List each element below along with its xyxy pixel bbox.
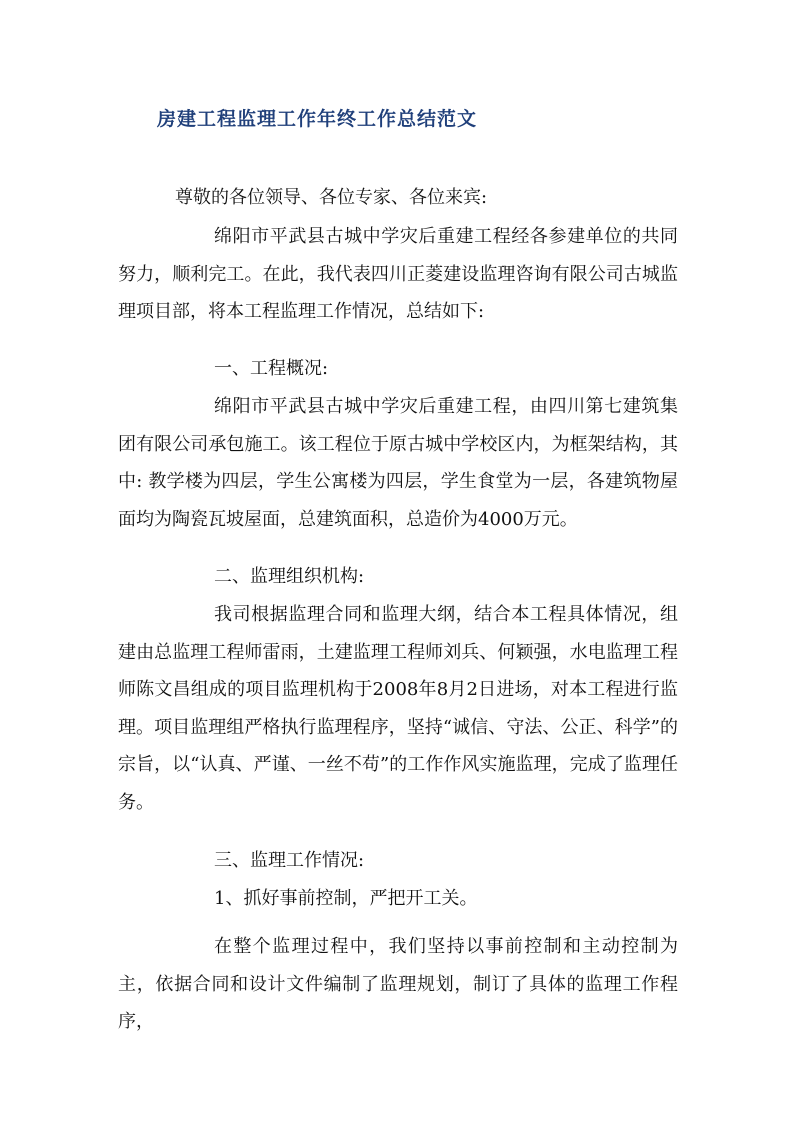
subsection-heading-control: 1、抓好事前控制，严把开工关。 <box>214 888 478 909</box>
section-heading-work: 三、监理工作情况: <box>214 850 365 871</box>
organization-paragraph: 我司根据监理合同和监理大纲，结合本工程具体情况，组建由总监理工程师雷雨，土建监理工程师刘兵、何颖强，水电监理工程师陈文昌组成的项目监理机构于2008年8月2日进场，对本工程进行监理。项目监理组严格执行监理程序，坚持“诚信、守法、公正、科学”的宗旨，以“认真、严谨、一丝不苟”的工作作风实施监理，完成了监理任务。 <box>118 604 678 813</box>
overview-paragraph: 绵阳市平武县古城中学灾后重建工程，由四川第七建筑集团有限公司承包施工。该工程位于原古城中学校区内，为框架结构，其中: 教学楼为四层，学生公寓楼为四层，学生食堂为一层，各建筑物屋面均为陶瓷瓦坡屋面，总建筑面积，总造价为4000万元。 <box>118 396 678 530</box>
document-title: 房建工程监理工作年终工作总结范文 <box>157 108 478 130</box>
greeting-line: 尊敬的各位领导、各位专家、各位来宾: <box>175 187 488 208</box>
control-paragraph: 在整个监理过程中，我们坚持以事前控制和主动控制为主，依据合同和设计文件编制了监理规划，制订了具体的监理工作程序， <box>118 936 678 1033</box>
intro-paragraph: 绵阳市平武县古城中学灾后重建工程经各参建单位的共同努力，顺利完工。在此，我代表四川正菱建设监理咨询有限公司古城监理项目部，将本工程监理工作情况，总结如下: <box>118 226 678 323</box>
section-heading-overview: 一、工程概况: <box>214 358 329 379</box>
section-heading-organization: 二、监理组织机构: <box>214 566 365 587</box>
